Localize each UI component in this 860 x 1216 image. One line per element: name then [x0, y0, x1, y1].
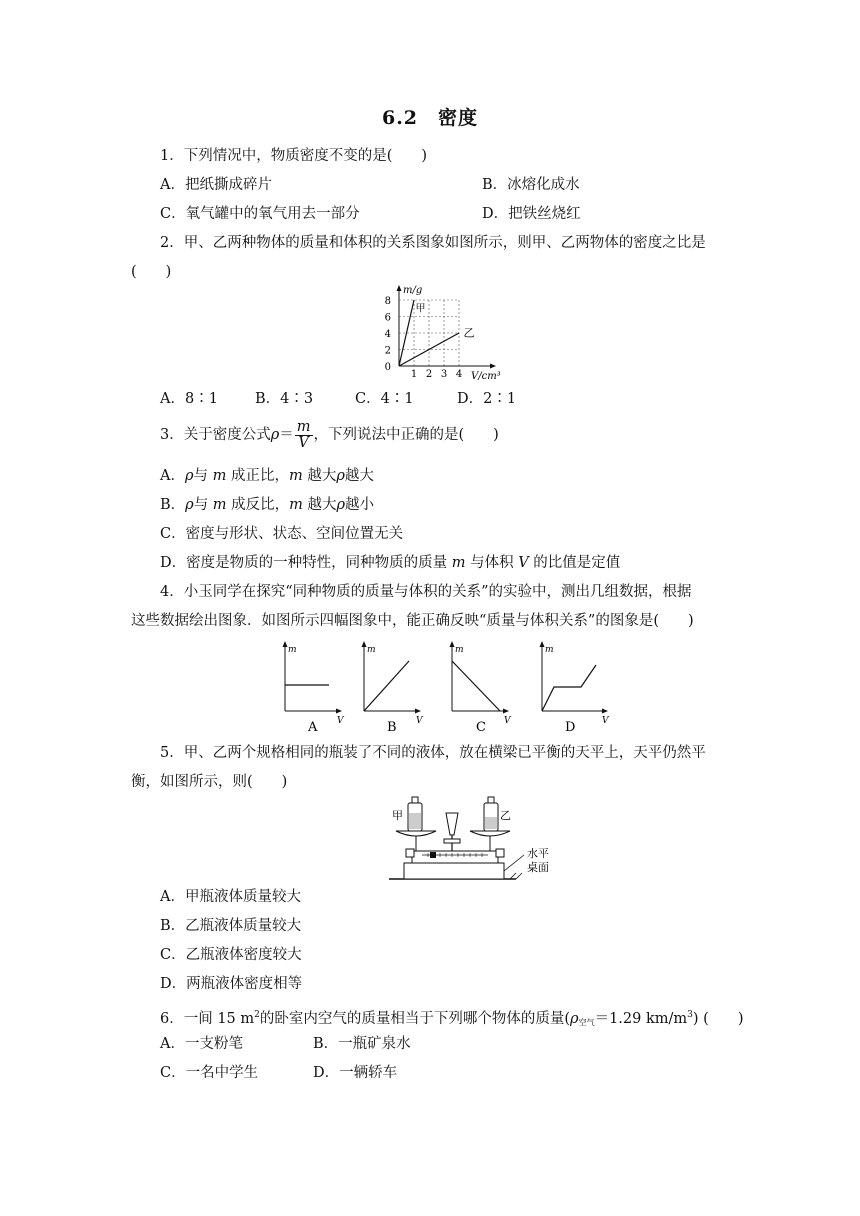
- q1-option-d: D．把铁丝烧红: [482, 206, 581, 222]
- arrow: [503, 709, 509, 714]
- graph-label: B: [387, 720, 397, 735]
- graph-line: [542, 665, 596, 711]
- arrow: [283, 641, 288, 647]
- rho-symbol: ρ: [336, 497, 346, 513]
- graph-label: D: [565, 720, 576, 735]
- text: 的卧室内空气的质量相当于下列哪个物体的质量(: [259, 1011, 571, 1027]
- table-hatching: [510, 873, 522, 879]
- q6-option-b: B．一瓶矿泉水: [313, 1036, 411, 1052]
- q3-option-c: C．密度与形状、状态、空间位置无关: [160, 526, 404, 542]
- mass-symbol: m: [212, 497, 227, 513]
- ylabel: m: [367, 645, 376, 655]
- text: 越大: [302, 497, 337, 513]
- q3-option-a: [160, 466, 374, 486]
- q4-graph-d: [535, 637, 615, 737]
- ylabel: m: [455, 645, 464, 655]
- q1-option-b: B．冰熔化成水: [482, 177, 580, 193]
- text: D．密度是物质的一种特性，同种物质的质量: [160, 555, 452, 571]
- xlabel: V: [602, 716, 609, 726]
- y-tick-label: 8: [384, 296, 391, 307]
- left-pan: [396, 831, 436, 836]
- mass-symbol: m: [289, 497, 303, 513]
- balance-body: [412, 851, 498, 863]
- q4-stem-line2: 这些数据绘出图象．如图所示四幅图象中，能正确反映“质量与体积关系”的图象是( ): [131, 613, 694, 629]
- right-label: 乙: [500, 809, 511, 822]
- y-tick-label: 6: [384, 312, 391, 324]
- q6-option-a: A．一支粉笔: [160, 1036, 243, 1052]
- chart-ylabel: m/g: [403, 285, 423, 296]
- q4-graph-c: [445, 637, 515, 737]
- ylabel: m: [288, 645, 297, 655]
- leader-line: [504, 855, 524, 871]
- left-bottle-cap: [412, 797, 418, 803]
- q3-stem-post: ，下列说法中正确的是( ): [313, 427, 499, 443]
- text: 越大: [302, 468, 337, 484]
- q6-stem: [160, 1005, 743, 1033]
- q1-option-c: C．氧气罐中的氧气用去一部分: [160, 206, 360, 222]
- text: 成反比，: [226, 497, 290, 513]
- mass-symbol: m: [451, 555, 466, 571]
- graph-line: [452, 661, 500, 711]
- graph-label: A: [308, 720, 318, 735]
- q5-option-d: D．两瓶液体密度相等: [160, 976, 303, 992]
- pointer-base: [444, 839, 460, 843]
- text: 的比值是定值: [528, 555, 621, 571]
- ylabel: m: [545, 645, 554, 655]
- q2-option-b: B．4∶3: [255, 391, 314, 407]
- q3-stem: [160, 418, 499, 452]
- pointer-scale: [446, 813, 458, 835]
- fraction-denominator: V: [298, 434, 309, 451]
- left-label: 甲: [392, 809, 403, 822]
- q2-option-a: A．8∶1: [160, 391, 218, 407]
- arrow: [336, 709, 342, 714]
- mass-symbol: m: [212, 468, 227, 484]
- right-pan: [470, 831, 510, 836]
- q2-option-d: D．2∶1: [457, 391, 517, 407]
- text: ＝1.29 km/m: [594, 1011, 688, 1027]
- q5-option-b: B．乙瓶液体质量较大: [160, 918, 302, 934]
- q6-option-d: D．一辆轿车: [313, 1065, 398, 1081]
- table-label-2: 桌面: [527, 861, 549, 874]
- left-bottle-liquid: [409, 813, 421, 829]
- series-label-yi: 乙: [463, 326, 475, 340]
- x-axis-arrow: [490, 364, 496, 369]
- xlabel: V: [504, 716, 511, 726]
- q5-option-a: A．甲瓶液体质量较大: [160, 889, 301, 905]
- right-bottle-cap: [488, 797, 494, 803]
- equals-sign: ＝: [279, 427, 294, 443]
- superscript: 2: [254, 1010, 260, 1020]
- q5-option-c: C．乙瓶液体密度较大: [160, 947, 302, 963]
- graph-label: C: [476, 720, 486, 735]
- y-tick-label: 4: [384, 329, 391, 340]
- balance-figure: [386, 791, 586, 883]
- right-bottle-liquid: [485, 817, 497, 829]
- q6-option-c: C．一名中学生: [160, 1065, 259, 1081]
- y-tick-label: 2: [384, 345, 391, 357]
- rho-symbol: ρ: [570, 1011, 579, 1027]
- arrow: [450, 641, 455, 647]
- x-tick-label: 1: [410, 369, 418, 380]
- fraction-numerator: m: [296, 418, 311, 435]
- q2-option-c: C．4∶1: [355, 391, 414, 407]
- chart-xlabel: V/cm³: [471, 371, 501, 382]
- subscript: 空气: [578, 1018, 595, 1027]
- q4-stem-line1: 4．小玉同学在探究“同种物质的质量与体积的关系”的实验中，测出几组数据，根据: [160, 584, 692, 600]
- q4-graph-a: [278, 637, 348, 737]
- q3-option-d: [160, 553, 620, 573]
- x-tick-label: 2: [425, 369, 433, 380]
- arrow: [362, 641, 367, 647]
- q2-mass-volume-chart: [370, 282, 510, 382]
- right-foot: [496, 849, 504, 857]
- arrow: [540, 641, 545, 647]
- superscript: 3: [687, 1010, 693, 1020]
- density-fraction: [295, 420, 313, 451]
- table-label-1: 水平: [527, 847, 549, 860]
- text: 6．一间 15 m: [160, 1011, 255, 1027]
- q3-option-b: [160, 495, 374, 515]
- y-axis-arrow: [397, 285, 402, 291]
- text: 与: [193, 497, 213, 513]
- text: ) ( ): [692, 1011, 744, 1027]
- text: 与体积: [465, 555, 519, 571]
- text: 越小: [345, 497, 375, 513]
- mass-symbol: m: [288, 468, 303, 484]
- graph-line: [364, 661, 409, 711]
- text: 与: [193, 468, 213, 484]
- xlabel: V: [416, 716, 423, 726]
- q2-stem-line1: 2．甲、乙两种物体的质量和体积的关系图象如图所示，则甲、乙两物体的密度之比是: [160, 235, 706, 251]
- x-tick-label: 4: [455, 369, 463, 380]
- q1-option-a: A．把纸撕成碎片: [160, 177, 272, 193]
- rider: [430, 852, 436, 858]
- balance-base: [404, 863, 504, 879]
- text: 越大: [344, 468, 374, 484]
- left-foot: [406, 849, 414, 857]
- q5-stem-line2: 衡，如图所示，则( ): [131, 774, 288, 790]
- rho-symbol: ρ: [336, 468, 345, 484]
- q1-stem: 1．下列情况中，物质密度不变的是( ): [160, 148, 428, 164]
- rho-symbol: ρ: [270, 427, 280, 443]
- q5-stem-line1: 5．甲、乙两个规格相同的瓶装了不同的液体，放在横梁已平衡的天平上，天平仍然平: [160, 745, 706, 761]
- series-label-jia: 甲: [415, 303, 426, 315]
- arrow: [602, 709, 608, 714]
- arrow: [415, 709, 421, 714]
- text: B．: [160, 497, 186, 513]
- page-title: 6.2 密度: [381, 107, 479, 129]
- rho-symbol: ρ: [185, 497, 194, 513]
- y-tick-label: 0: [384, 362, 391, 373]
- x-tick-label: 3: [440, 369, 448, 380]
- rho-symbol: ρ: [184, 468, 194, 484]
- text: A．: [160, 468, 185, 484]
- q3-stem-pre: 3．关于密度公式: [160, 427, 271, 443]
- volume-symbol: V: [518, 555, 529, 571]
- q2-stem-line2: ( ): [131, 264, 172, 280]
- text: 成正比，: [226, 468, 289, 484]
- q4-graph-b: [357, 637, 427, 737]
- xlabel: V: [337, 716, 344, 726]
